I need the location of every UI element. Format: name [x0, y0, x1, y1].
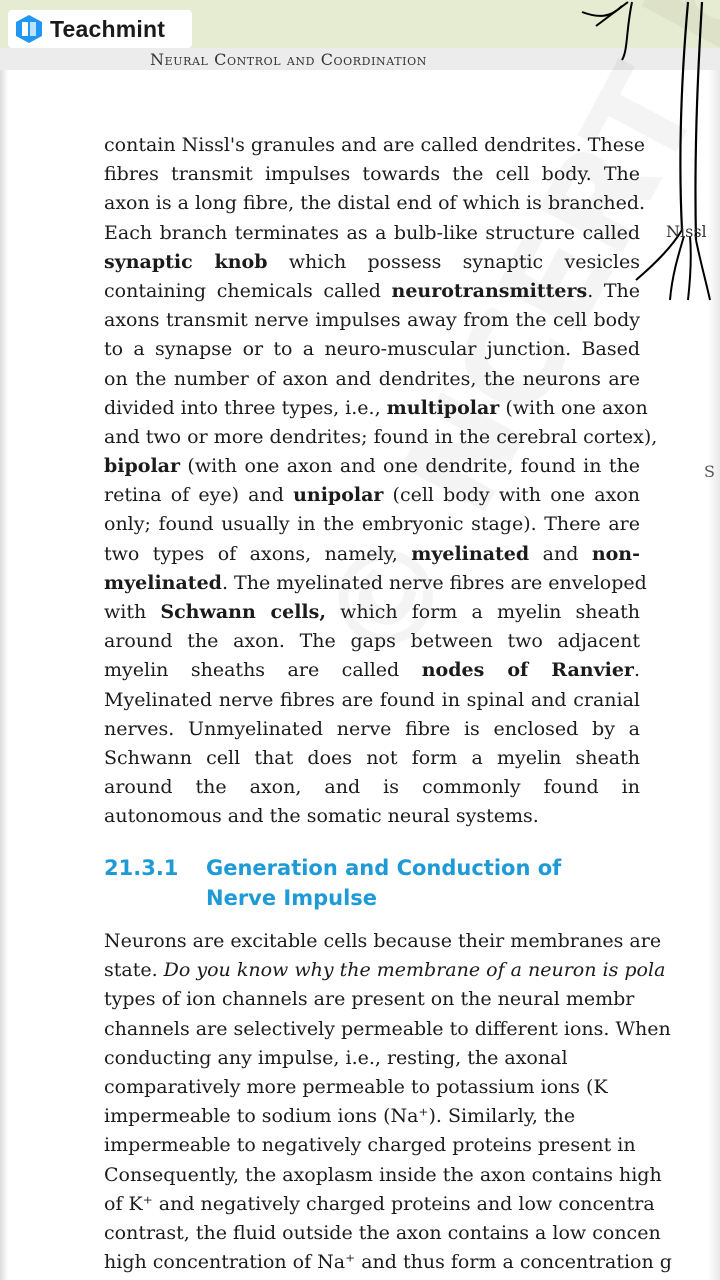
text-line: axon is a long fibre, the distal end of which is branched.	[104, 192, 646, 215]
text-line	[104, 656, 640, 685]
term-bipolar: bipolar	[104, 455, 180, 478]
margin-note-nissl: Nissl	[666, 222, 707, 241]
text-line: comparatively more permeable to potassium ions (K	[104, 1075, 608, 1098]
text-run: with	[104, 601, 161, 623]
text-line: Neurons are excitable cells because their membranes are	[104, 930, 662, 952]
term-nodes-of-ranvier: nodes of Ranvier	[421, 659, 634, 682]
text-line	[104, 452, 640, 481]
text-run: and	[529, 542, 592, 565]
text-line: high concentration of Na⁺ and thus form a concentration g	[104, 1251, 672, 1274]
margin-note-s: S	[704, 462, 715, 481]
text-line	[104, 394, 648, 423]
text-line	[104, 277, 640, 306]
text-line	[104, 481, 640, 510]
teachmint-logo-icon	[14, 14, 44, 44]
text-line: channels are selectively permeable to different ions. When	[104, 1017, 671, 1040]
text-run: . The	[587, 279, 641, 302]
text-run: (with one axon and one dendrite, found in the	[180, 455, 640, 478]
term-neurotransmitters: neurotransmitters	[391, 279, 588, 302]
teachmint-logo[interactable]	[8, 10, 192, 48]
term-schwann-cells: Schwann cells,	[160, 601, 326, 623]
text-line: fibres transmit impulses towards the cell body. The	[104, 163, 640, 186]
text-run: (with one axon	[499, 396, 648, 419]
text-line: impermeable to negatively charged proteins present in	[104, 1134, 636, 1157]
text-run: . The myelinated nerve fibres are enveloped	[221, 571, 647, 594]
text-line: and two or more dendrites; found in the cerebral cortex),	[104, 425, 658, 448]
text-line: conducting any impulse, i.e., resting, the axonal	[104, 1046, 568, 1069]
text-line: contain Nissl's granules and are called dendrites. These	[104, 134, 645, 156]
text-run: divided into three types, i.e.,	[104, 396, 387, 419]
term-synaptic-knob: synaptic knob	[104, 250, 268, 273]
page-shadow-left	[0, 70, 8, 1280]
term-unipolar: unipolar	[293, 484, 384, 507]
paragraph-neuron-structure	[104, 131, 658, 832]
text-run: containing chemicals called	[104, 279, 392, 302]
text-line	[104, 956, 720, 985]
term-non-myelinated-end: myelinated	[104, 571, 222, 594]
text-run: state.	[104, 959, 164, 982]
text-line: around the axon, and is commonly found in	[104, 776, 640, 799]
text-run: which possess synaptic vesicles	[267, 250, 640, 273]
text-line: autonomous and the somatic neural systems.	[104, 805, 539, 828]
text-run: retina of eye) and	[104, 484, 294, 507]
section-title-line1: Generation and Conduction of	[206, 856, 562, 880]
text-line: Myelinated nerve fibres are found in spinal and cranial	[104, 688, 640, 711]
term-non-myelinated-start: non-	[591, 542, 640, 565]
text-line	[104, 598, 640, 627]
text-line: only; found usually in the embryonic stage). There are	[104, 513, 640, 536]
section-heading	[104, 853, 664, 913]
text-line	[104, 248, 640, 277]
text-line	[104, 569, 647, 598]
text-line: of K⁺ and negatively charged proteins and low concentra	[104, 1192, 655, 1215]
term-myelinated: myelinated	[411, 542, 530, 565]
section-title-line2: Nerve Impulse	[206, 886, 378, 910]
text-line: around the axon. The gaps between two adjacent	[104, 630, 640, 653]
text-line: impermeable to sodium ions (Na⁺). Similarly, the	[104, 1105, 576, 1128]
text-line: to a synapse or to a neuro-muscular junction. Based	[104, 338, 640, 361]
text-line: axons transmit nerve impulses away from the cell body	[104, 309, 640, 332]
text-run: two types of axons, namely,	[104, 542, 412, 565]
text-run: (cell body with one axon	[383, 484, 640, 507]
text-line: nerves. Unmyelinated nerve fibre is enclosed by a	[104, 717, 640, 740]
text-line: Each branch terminates as a bulb-like structure called	[104, 221, 640, 244]
italic-question: Do you know why the membrane of a neuron is pola	[163, 959, 666, 982]
term-multipolar: multipolar	[386, 396, 500, 419]
brand-name: Teachmint	[50, 15, 166, 42]
text-run: .	[633, 659, 640, 682]
text-run: which form a myelin sheath	[325, 601, 640, 623]
paragraph-nerve-impulse	[104, 927, 720, 1277]
text-line: types of ion channels are present on the neural membr	[104, 988, 635, 1011]
text-line: contrast, the fluid outside the axon contains a low concen	[104, 1221, 661, 1244]
chapter-title: Neural Control and Coordination	[150, 50, 427, 69]
text-line: Schwann cell that does not form a myelin sheath	[104, 746, 640, 769]
text-line: Consequently, the axoplasm inside the axon contains high	[104, 1163, 662, 1186]
text-run: myelin sheaths are called	[104, 659, 422, 682]
text-line	[104, 540, 640, 569]
section-number: 21.3.1	[104, 856, 179, 880]
text-line: on the number of axon and dendrites, the neurons are	[104, 367, 640, 390]
